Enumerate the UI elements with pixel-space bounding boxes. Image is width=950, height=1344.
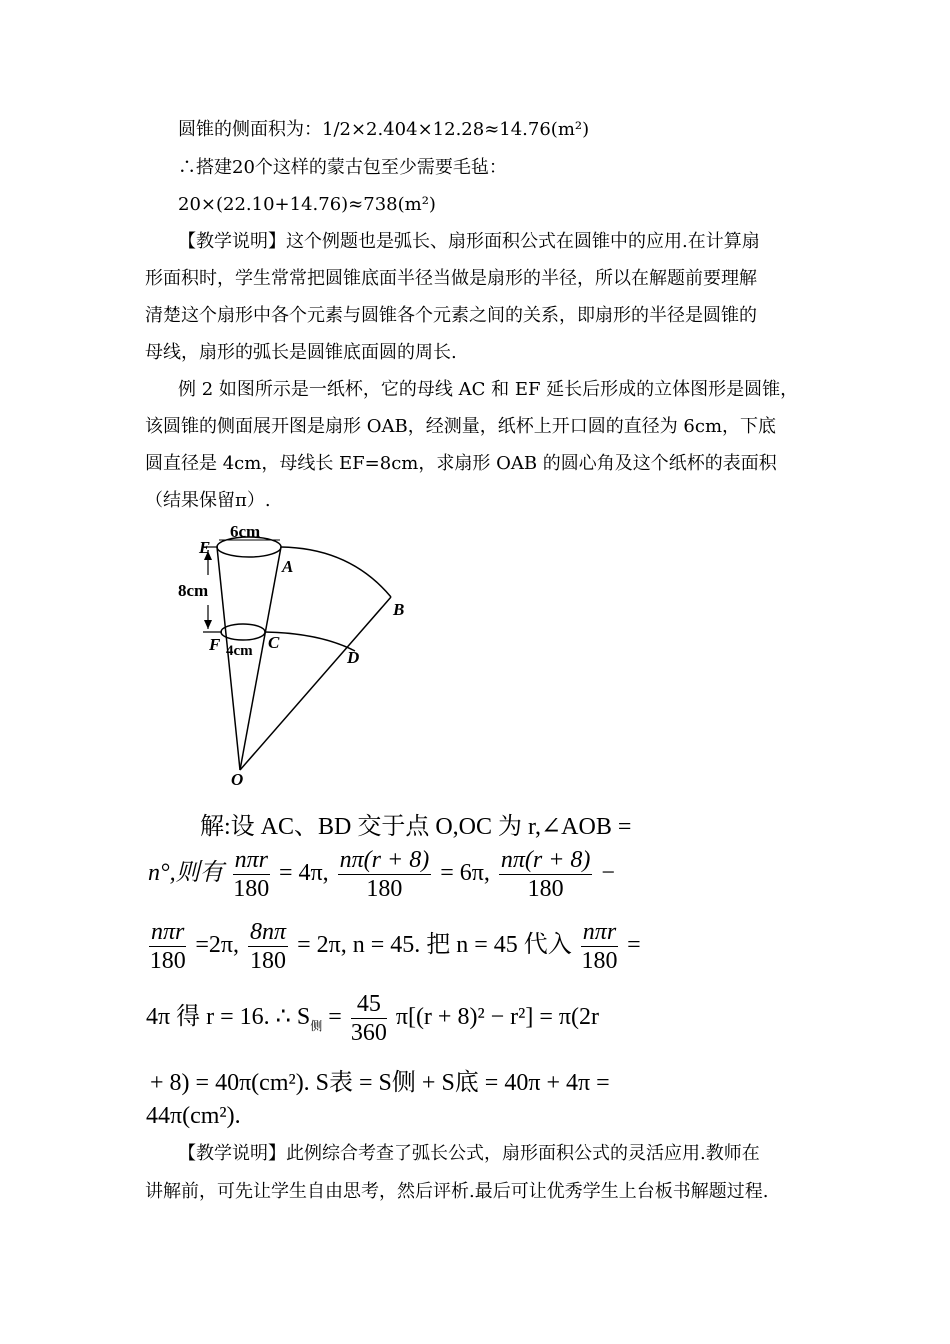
label-d: D [347,648,360,667]
fraction [499,846,593,903]
fraction-denominator: 180 [233,876,270,902]
solution-text: =2π, [195,932,240,959]
fraction-numerator: nπ(r + 8) [500,847,591,873]
text-line: 20×(22.10+14.76)≈738(m²) [178,194,436,215]
solution-text: = 6π, [440,860,490,887]
fraction-denominator: 360 [350,1020,387,1046]
solution-text: = 4π, [278,860,329,887]
solution-text: 4π 得 r = 16. ∴ S [146,1004,311,1031]
fraction-numerator: nπ(r + 8) [339,847,430,873]
text-line: 圆锥的侧面积为：1/2×2.404×12.28≈14.76(m²) [178,119,590,140]
bottom-diameter-label: 4cm [226,643,253,659]
label-c: C [268,633,280,652]
example-line: 该圆锥的侧面展开图是扇形 OAB，经测量，纸杯上开口圆的直径为 6cm，下底 [145,416,777,437]
solution-text: π[(r + 8)² − r²] = π(2r [395,1004,599,1031]
label-f: F [209,635,221,654]
teaching-note-line: 清楚这个扇形中各个元素与圆锥各个元素之间的关系，即扇形的半径是圆锥的 [145,305,757,326]
label-b: B [393,600,405,619]
fraction-numerator: nπr [234,847,268,873]
fraction-numerator: nπr [151,919,185,945]
label-o: O [231,770,244,789]
solution-line-6: 44π(cm²). [146,1103,241,1129]
solution-text: n°,则有 [148,860,224,887]
fraction-denominator: 180 [366,876,403,902]
fraction [233,846,270,903]
fraction-denominator: 180 [527,876,564,902]
top-diameter-label: 6cm [230,522,261,541]
radius-ob [240,597,391,770]
arc-ab [281,547,391,597]
teaching-note-line: 母线，扇形的弧长是圆锥底面圆的周长. [145,342,457,363]
fraction [338,846,432,903]
solution-line-4 [146,990,599,1047]
solution-line-2 [148,846,615,903]
example-line: （结果保留π）. [145,490,271,511]
solution-text: = 2π, n = 45. 把 n = 45 代入 [297,932,572,959]
fraction-numerator: nπr [582,919,617,945]
fraction-numerator: 45 [351,990,387,1019]
fraction [351,990,387,1047]
solution-text: = [328,1004,342,1031]
solution-line-5: + 8) = 40π(cm²). S表 = S侧 + S底 = 40π + 4π = [150,1070,610,1096]
solution-line-3 [146,918,641,975]
fraction [149,918,186,975]
example-line: 例 2 如图所示是一纸杯，它的母线 AC 和 EF 延长后形成的立体图形是圆锥， [178,379,799,400]
fraction [248,918,288,975]
fraction-denominator: 180 [250,948,287,974]
bottom-ellipse [221,624,265,640]
height-label: 8cm [178,581,209,600]
paper-cup-figure [170,515,430,795]
text-line: ∴搭建20个这样的蒙古包至少需要毛毡： [178,157,507,178]
teaching-note-line: 【教学说明】这个例题也是弧长、扇形面积公式在圆锥中的应用.在计算扇 [178,231,760,252]
teaching-note-line: 【教学说明】此例综合考查了弧长公式，扇形面积公式的灵活应用.教师在 [178,1143,760,1164]
label-a: A [282,557,294,576]
teaching-note-line: 讲解前，可先让学生自由思考，然后评析.最后可让优秀学生上台板书解题过程. [145,1181,769,1202]
fraction-numerator: 8nπ [250,919,287,945]
fraction-denominator: 180 [581,948,618,974]
teaching-note-line: 形面积时，学生常常把圆锥底面半径当做是扇形的半径，所以在解题前要理解 [145,268,757,289]
height-arrow-down-head [204,620,212,629]
example-line: 圆直径是 4cm，母线长 EF=8cm，求扇形 OAB 的圆心角及这个纸杯的表面积 [145,453,777,474]
solution-text: − [601,860,615,887]
fraction-denominator: 180 [149,948,186,974]
solution-line-1: 解:设 AC、BD 交于点 O,OC 为 r,∠AOB = [200,814,632,840]
fraction [581,918,618,975]
solution-text: = [627,932,641,959]
label-e: E [199,538,211,557]
subscript: 侧 [310,1018,323,1033]
